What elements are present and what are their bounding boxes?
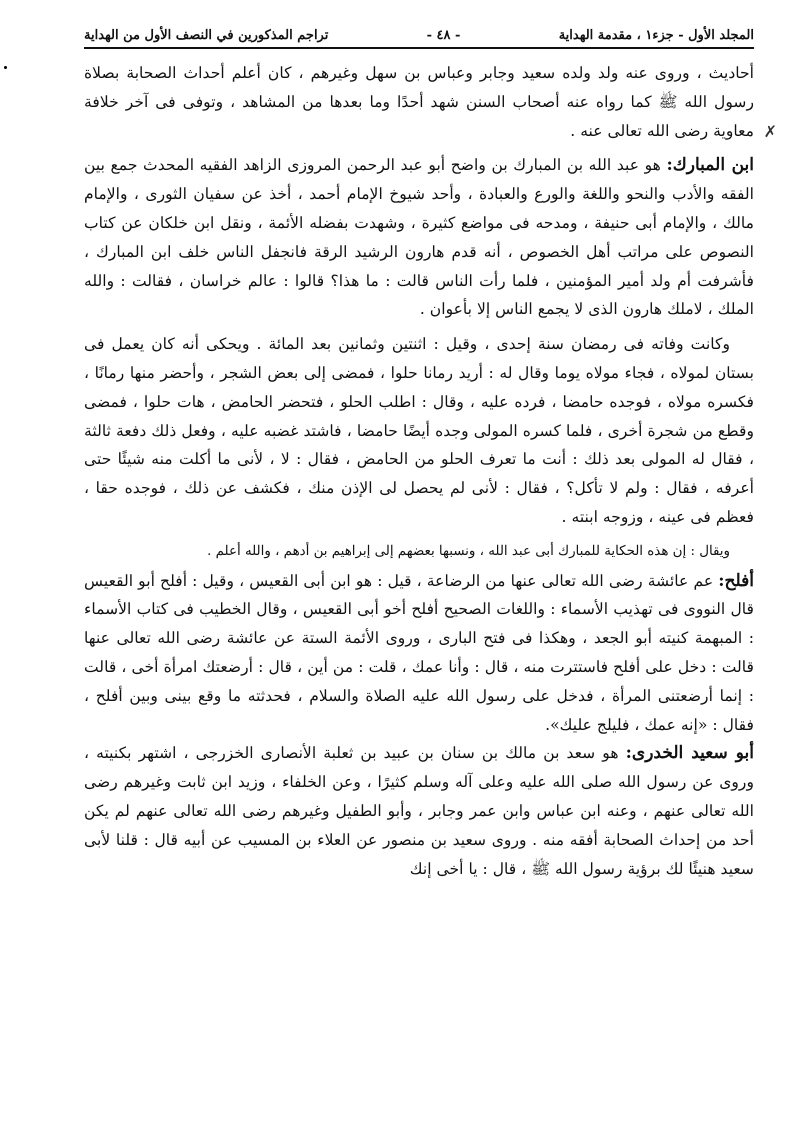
entry-text: عم عائشة رضى الله تعالى عنها من الرضاعة ، قيل : هو ابن أبى القعيس ، وقيل : أفلح أبو القعيس قال النووى فى تهذيب الأسماء : واللغات الصحيح أفلح أخو أبى القعيس ، وقال الخطيب فى كتاب الأسماء : المبهمة كنيته أبو الجعد ، وهكذا فى فتح البارى ، وروى الأئمة الستة عن عائشة رضى الله تعالى عنها قالت : دخل على أفلح فاستترت منه ، قال : وأنا عمك ، قلت : من أين ، قال : أرضعتك امرأة أخى ، قالت : إنما أرضعتنى المرأة ، فدخل على رسول الله عليه الصلاة والسلام ، فحدثته ما وقع بينى وبين أفلح ، فقال : «إنه عمك ، فليلج عليك». — [84, 571, 754, 734]
entry-text: هو سعد بن مالك بن سنان بن عبيد بن ثعلبة الأنصارى الخزرجى ، اشتهر بكنيته ، وروى عن رسول الله صلى الله عليه وعلى آله وسلم كثيرًا ، وعن الخلفاء ، وزيد ابن ثابت وغيرهم رضى الله تعالى عنهم ، وعنه ابن عباس وابن عمر وجابر ، وأبو الطفيل وغيرهم رضى الله تعالى عنهم لم يكن أحد من إحداث الصحابة أفقه منه . وروى سعيد بن منصور عن العلاء بن المسيب عن أبيه قال : قلنا لأبى سعيد هنيئًا لك برؤية رسول الله ﷺ ، قال : يا أخى إنك — [84, 744, 754, 878]
paragraph-4 — [84, 538, 754, 567]
scan-dot — [4, 66, 7, 69]
body-text — [84, 59, 754, 883]
entry-name: ابن المبارك: — [666, 155, 754, 176]
paragraph-1 — [84, 59, 754, 145]
header-volume: المجلد الأول - جزء١ ، مقدمة الهداية — [558, 28, 754, 43]
page — [84, 28, 754, 883]
page-number: - ٤٨ - — [426, 28, 461, 43]
paragraph-3 — [84, 330, 754, 532]
paragraph-text: ويقال : إن هذه الحكاية للمبارك أبى عبد الله ، ونسبها بعضهم إلى إبراهيم بن أدهم ، والله أعلم . — [207, 543, 730, 559]
entry-aflah — [84, 567, 754, 740]
entry-text: هو عبد الله بن المبارك بن واضح أبو عبد الرحمن المروزى الزاهد الفقيه المحدث جمع بين الفقه والأدب والنحو واللغة والورع والعبادة ، وأحد شيوخ الإمام أحمد ، أخذ عن سفيان الثورى ، والإمام مالك ، والإمام أبى حنيفة ، ومدحه فى مواضع كثيرة ، وشهدت بفضله الأئمة ، ونقل ابن خلكان عن كتاب النصوص على مراتب أهل الخصوص ، أنه قدم هارون الرشيد الرقة فانجفل الناس خلف ابن المبارك ، فأشرفت أم ولد أمير المؤمنين ، فلما رأت الناس قالت : ما هذا؟ قالوا : عالم خراسان ، فقالت : والله الملك ، لاملك هارون الذى لا يجمع الناس إلا بأعوان . — [84, 156, 754, 319]
entry-abu-said-al-khudri — [84, 739, 754, 883]
entry-name: أبو سعيد الخدرى: — [625, 743, 754, 764]
margin-mark: ✗ — [763, 122, 777, 141]
entry-ibn-al-mubarak — [84, 151, 754, 324]
running-header — [84, 28, 754, 49]
paragraph-text: أحاديث ، وروى عنه ولد ولده سعيد وجابر وعباس بن سهل وغيرهم ، كان أعلم أحداث الصحابة بصلاة رسول الله ﷺ كما رواه عنه أصحاب السنن شهد أحدًا وما بعدها من المشاهد ، وتوفى فى آخر خلافة معاوية رضى الله تعالى عنه . — [84, 64, 754, 140]
paragraph-text: وكانت وفاته فى رمضان سنة إحدى ، وقيل : اثنتين وثمانين بعد المائة . ويحكى أنه كان يعمل فى بستان لمولاه ، فجاء مولاه يوما وقال له : أريد رمانا حلوا ، فمضى إلى بعض الشجر ، وأحضر منها رمانًا ، فكسره مولاه ، فوجده حامضا ، فرده عليه ، وقال : اطلب الحلو ، فتحضر الحامض ، هات حلوا ، فمضى وقطع من شجرة أخرى ، فلما كسره المولى وجده أيضًا حامضا ، فاشتد غضبه عليه ، وفعل ذلك دفعة ثالثة ، فقال له المولى بعد ذلك : أنت ما تعرف الحلو من الحامض ، فقال : لا ، لأنى ما أكلت منه شيئًا حتى أعرفه ، فقال : ولم لا تأكل؟ ، فقال : لأنى لم يحصل لى الإذن منك ، فكشف عن ذلك ، فوجده حقا ، فعظم فى عينه ، وزوجه ابنته . — [84, 335, 754, 526]
entry-name: أفلح: — [718, 570, 754, 591]
header-title: تراجم المذكورين في النصف الأول من الهداية — [84, 28, 329, 43]
